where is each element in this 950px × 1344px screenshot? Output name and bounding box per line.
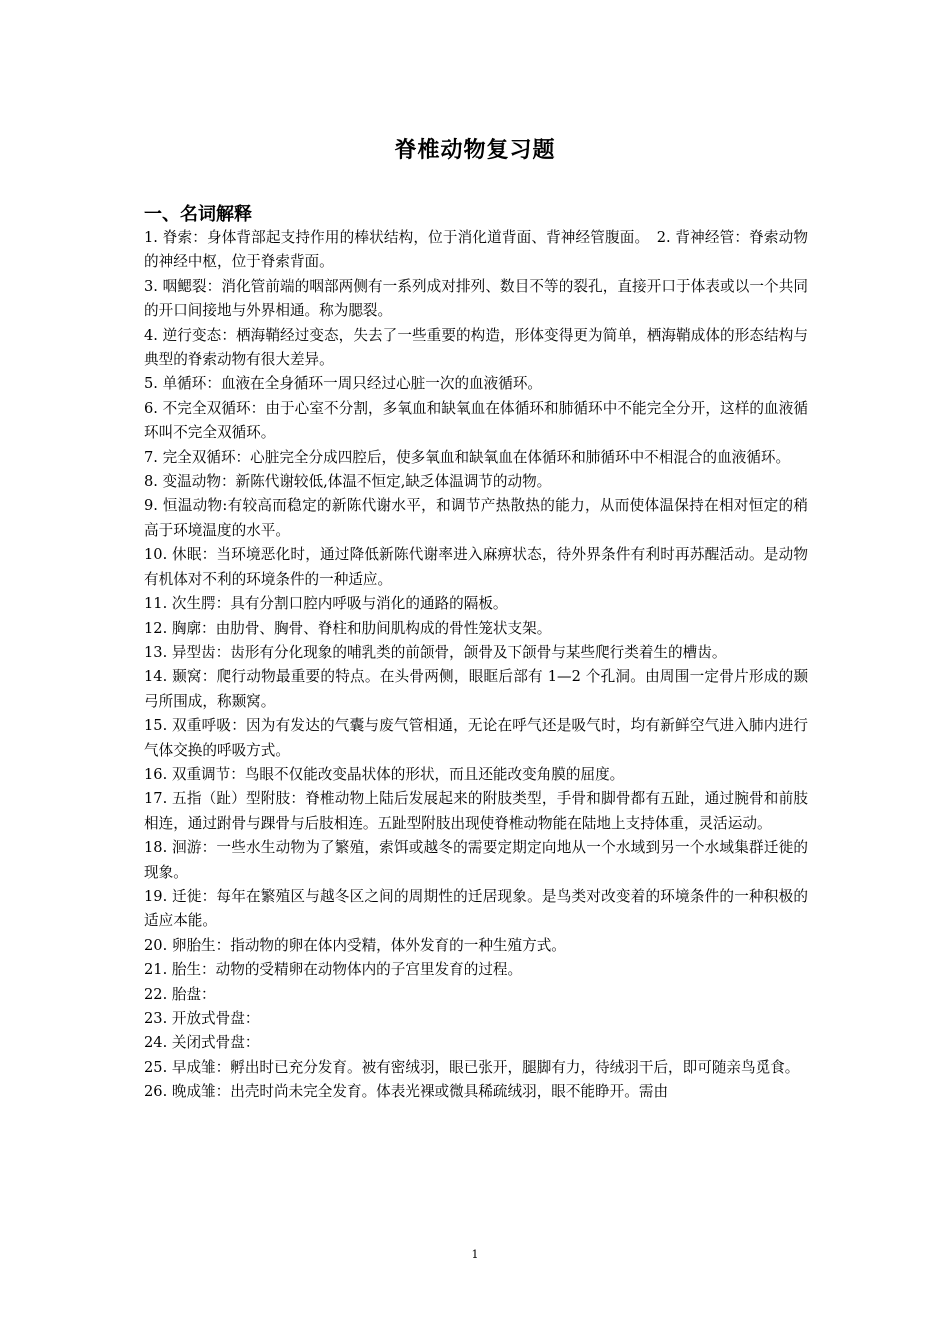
definition-entry: 19. 迁徙：每年在繁殖区与越冬区之间的周期性的迁居现象。是鸟类对改变着的环境条件的一种积极的适应本能。 bbox=[144, 887, 808, 930]
definition-entry: 8. 变温动物：新陈代谢较低,体温不恒定,缺乏体温调节的动物。 bbox=[144, 473, 552, 491]
definition-entry: 11. 次生腭：具有分割口腔内呼吸与消化的通路的隔板。 bbox=[144, 595, 508, 613]
definition-entry: 5. 单循环：血液在全身循环一周只经过心脏一次的血液循环。 bbox=[144, 375, 543, 393]
definition-entry: 23. 开放式骨盘： bbox=[144, 1010, 260, 1027]
definition-entry: 1. 脊索：身体背部起支持作用的棒状结构，位于消化道背面、背神经管腹面。 2. 背神经管：脊索动物的神经中枢，位于脊索背面。 bbox=[144, 229, 808, 271]
section-heading: 一、名词解释 bbox=[144, 204, 252, 225]
definition-entry: 4. 逆行变态：栖海鞘经过变态，失去了一些重要的构造，形体变得更为简单，栖海鞘成体的形态结构与典型的脊索动物有很大差异。 bbox=[144, 326, 808, 369]
definition-entry: 6. 不完全双循环：由于心室不分割，多氧血和缺氧血在体循环和肺循环中不能完全分开，这样的血液循环叫不完全双循环。 bbox=[144, 399, 808, 442]
definition-entry: 18. 洄游：一些水生动物为了繁殖，索饵或越冬的需要定期定向地从一个水域到另一个水域集群迁徙的现象。 bbox=[144, 839, 808, 881]
definition-entry: 17. 五指（趾）型附肢：脊椎动物上陆后发展起来的附肢类型，手骨和脚骨都有五趾，通过腕骨和前肢相连，通过跗骨与踝骨与后肢相连。五趾型附肢出现使脊椎动物能在陆地上支持体重，灵活运动。 bbox=[144, 790, 808, 832]
definition-entry: 16. 双重调节：鸟眼不仅能改变晶状体的形状，而且还能改变角膜的屈度。 bbox=[144, 765, 625, 783]
definition-entry: 7. 完全双循环：心脏完全分成四腔后，使多氧血和缺氧血在体循环和肺循环中不相混合的血液循环。 bbox=[144, 448, 791, 466]
definition-entry: 25. 早成雏：孵出时已充分发育。被有密绒羽，眼已张开，腿脚有力，待绒羽干后，即可随亲鸟觅食。 bbox=[144, 1058, 800, 1076]
definition-entry: 15. 双重呼吸：因为有发达的气囊与废气管相通，无论在呼气还是吸气时，均有新鲜空气进入肺内进行气体交换的呼吸方式。 bbox=[144, 717, 808, 759]
definition-entry: 20. 卵胎生：指动物的卵在体内受精，体外发育的一种生殖方式。 bbox=[144, 936, 566, 954]
definitions-list bbox=[144, 226, 808, 1105]
definition-entry: 22. 胎盘： bbox=[144, 985, 216, 1003]
definition-entry: 21. 胎生：动物的受精卵在动物体内的子宫里发育的过程。 bbox=[144, 961, 523, 979]
definition-entry: 12. 胸廓：由肋骨、胸骨、脊柱和肋间肌构成的骨性笼状支架。 bbox=[144, 619, 552, 637]
definition-entry: 26. 晚成雏：出壳时尚未完全发育。体表光裸或微具稀疏绒羽，眼不能睁开。需由 bbox=[144, 1083, 669, 1101]
definition-entry: 9. 恒温动物:有较高而稳定的新陈代谢水平，和调节产热散热的能力，从而使体温保持在相对恒定的稍高于环境温度的水平。 bbox=[144, 497, 808, 539]
page-number: 1 bbox=[471, 1248, 479, 1261]
definition-entry: 14. 颞窝：爬行动物最重要的特点。在头骨两侧，眼眶后部有 1—2 个孔洞。由周围一定骨片形成的颞弓所围成，称颞窝。 bbox=[144, 668, 808, 710]
page-title: 脊椎动物复习题 bbox=[394, 138, 556, 163]
definition-entry: 24. 关闭式骨盘： bbox=[144, 1034, 260, 1052]
definition-entry: 3. 咽鳃裂：消化管前端的咽部两侧有一系列成对排列、数目不等的裂孔，直接开口于体表或以一个共同的开口间接地与外界相通。称为腮裂。 bbox=[144, 277, 808, 320]
definition-entry: 10. 休眠：当环境恶化时，通过降低新陈代谢率进入麻痹状态，待外界条件有利时再苏醒活动。是动物有机体对不利的环境条件的一种适应。 bbox=[144, 546, 808, 588]
definition-entry: 13. 异型齿：齿形有分化现象的哺乳类的前颌骨，颌骨及下颌骨与某些爬行类着生的槽齿。 bbox=[144, 643, 727, 661]
